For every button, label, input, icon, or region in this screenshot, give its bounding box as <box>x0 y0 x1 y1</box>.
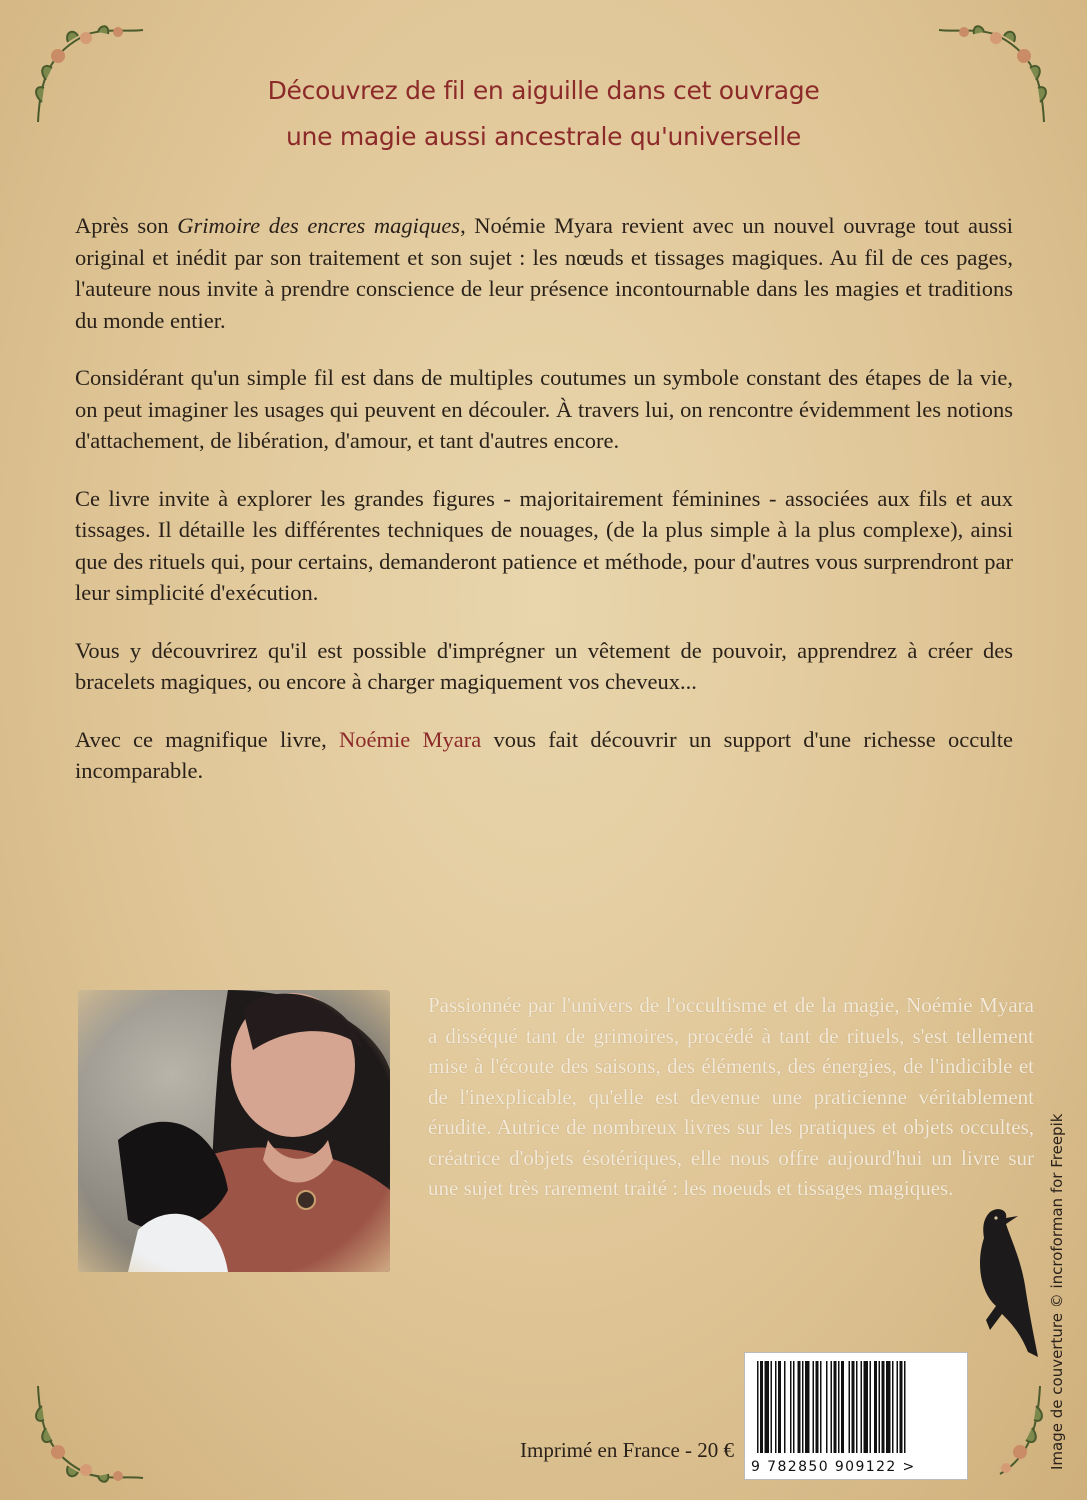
tagline-line-2: une magie aussi ancestrale qu'universelle <box>286 122 801 151</box>
crow-icon <box>960 1202 1040 1362</box>
barcode-bar <box>784 1361 786 1453</box>
barcode-bar <box>874 1361 877 1453</box>
barcode-bar <box>852 1361 855 1453</box>
paragraph-1-text-continued: , Noémie Myara revient avec un nouvel ouvrage tout aussi original et inédit par son traitement et son sujet : les nœuds et tissages magiques. Au fil de ces pages, l'auteure nous invite à prendre conscience de leur présence incontournable dans les magies et traditions du monde entier. <box>75 213 1013 333</box>
barcode-bar <box>793 1361 795 1453</box>
barcode-bar <box>861 1361 863 1453</box>
paragraph-5 <box>75 724 1013 787</box>
barcode-digits: 9 782850 909122 > <box>751 1459 916 1475</box>
barcode-bar <box>856 1361 858 1453</box>
floral-corner-bottom-left-icon <box>28 1376 148 1486</box>
barcode-bar <box>798 1361 801 1453</box>
description <box>75 210 1013 813</box>
barcode-bar <box>790 1361 792 1453</box>
barcode-bar <box>816 1361 819 1453</box>
previous-book-title: Grimoire des encres magiques <box>177 213 461 238</box>
barcode-bar <box>882 1361 885 1453</box>
print-and-price: Imprimé en France - 20 € <box>520 1438 735 1462</box>
author-bio: Passionnée par l'univers de l'occultisme et de la magie, Noémie Myara a disséqué tant de grimoires, procédé à tant de rituels, s'est tellement mise à l'écoute des saisons, des éléments, des énergies, de l'indicible et de l'inexplicable, qu'elle est devenue une praticienne véritablement érudite. Autrice de nombreux livres sur les pratiques et objets occultes, créatrice d'objets ésotériques, elle nous offre aujourd'hui un livre sur une sujet très rarement traité : les noeuds et tissages magiques. <box>428 993 1034 1200</box>
paragraph-4: Vous y découvrirez qu'il est possible d'imprégner un vêtement de pouvoir, apprendrez à créer des bracelets magiques, ou encore à charger magiquement vos cheveux... <box>75 637 1013 694</box>
barcode-bar <box>904 1361 906 1453</box>
paragraph-5-text-continued: vous fait découvrir un support d'une richesse occulte incomparable. <box>75 726 1013 783</box>
floral-corner-bottom-right-icon <box>990 1376 1050 1486</box>
barcode-bar <box>826 1361 828 1453</box>
paragraph-2: Considérant qu'un simple fil est dans de multiples coutumes un symbole constant des étapes de la vie, on peut imaginer les usages qui peuvent en découler. À travers lui, on rencontre évidemment les notions d'attachement, de libération, d'amour, et tant d'autres encore. <box>75 365 1013 453</box>
barcode-bar <box>864 1361 869 1453</box>
barcode-bar <box>892 1361 894 1453</box>
barcode-bar <box>886 1361 891 1453</box>
cover-image-credit: Image de couverture © incroforman for Freepik <box>1048 1113 1066 1470</box>
isbn-barcode <box>744 1352 968 1480</box>
barcode-bar <box>831 1361 833 1453</box>
barcode-bar <box>897 1361 899 1453</box>
barcode-bar <box>841 1361 844 1453</box>
author-photo <box>78 990 390 1272</box>
paragraph-1 <box>75 210 1013 336</box>
barcode-bar <box>834 1361 837 1453</box>
barcode-bar <box>802 1361 804 1453</box>
barcode-bar <box>900 1361 903 1453</box>
barcode-bar <box>805 1361 810 1453</box>
paragraph-5-text: Avec ce magnifique livre, <box>75 726 340 752</box>
barcode-bar <box>820 1361 822 1453</box>
barcode-bar <box>838 1361 840 1453</box>
barcode-bar <box>778 1361 781 1453</box>
barcode-bar <box>813 1361 815 1453</box>
barcode-bar <box>870 1361 872 1453</box>
paragraph-1-text: Après son <box>75 213 178 238</box>
barcode-bar <box>765 1361 770 1453</box>
barcode-bar <box>757 1361 759 1453</box>
barcode-bars <box>745 1353 967 1455</box>
author-name: Noémie Myara <box>339 726 482 752</box>
barcode-bar <box>849 1361 851 1453</box>
tagline <box>0 68 1087 160</box>
barcode-bar <box>771 1361 773 1453</box>
paragraph-3: Ce livre invite à explorer les grandes figures - majoritairement féminines - associées aux fils et aux tissages. Il détaille les différentes techniques de nouages, (de la plus simple à la plus complexe), ainsi que des rituels qui, pour certains, demanderont patience et méthode, pour d'autres vous surprendront par leur simplicité d'exécution. <box>75 485 1013 605</box>
barcode-bar <box>775 1361 777 1453</box>
barcode-bar <box>760 1361 763 1453</box>
tagline-line-1: Découvrez de fil en aiguille dans cet ouvrage <box>267 76 820 105</box>
barcode-bar <box>879 1361 881 1453</box>
